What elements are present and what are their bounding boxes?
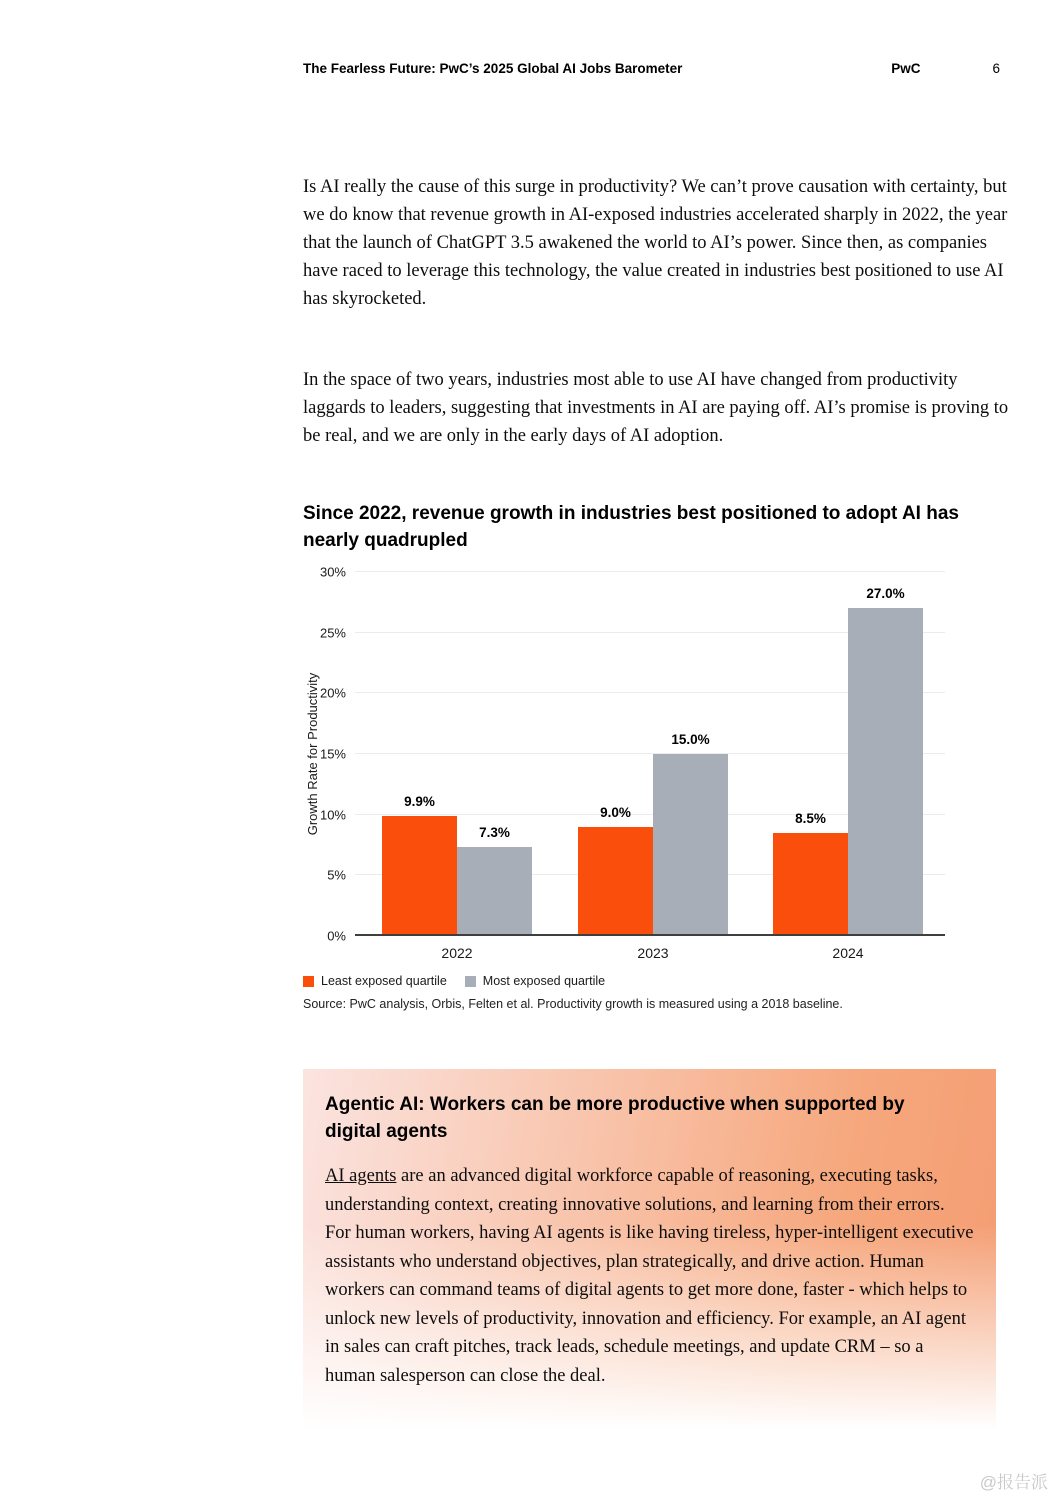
bar-column — [457, 572, 532, 936]
legend-label: Least exposed quartile — [321, 974, 447, 988]
agentic-ai-callout — [303, 1069, 996, 1437]
y-tick-label: 5% — [327, 867, 346, 883]
paragraph-two-years: In the space of two years, industries most able to use AI have changed from productivity laggards to leaders, suggesting that investments in AI are paying off. AI’s promise is proving to be real, and we are only in the early days of AI adoption. — [303, 370, 1009, 446]
chart-legend — [303, 974, 1003, 988]
legend-swatch — [465, 976, 476, 987]
bar — [773, 833, 848, 936]
bar-value-label: 9.0% — [600, 804, 631, 820]
callout-body-text: are an advanced digital workforce capable of reasoning, executing tasks, understanding context, creating innovative solutions, and learning from their errors. For human workers, having AI agents is like having tireless, hyper-intelligent executive assistants who understand objectives, plan strategically, and drive action. Human workers can command teams of digital agents to get more done, faster - which helps to unlock new levels of productivity, innovation and efficiency. For example, an AI agent in sales can craft pitches, track leads, schedule meetings, and update CRM – so a human salesperson can close the deal. — [325, 1166, 974, 1386]
bar-value-label: 15.0% — [671, 732, 710, 747]
ai-agents-link[interactable]: AI agents — [325, 1166, 397, 1186]
callout-body — [325, 1162, 974, 1390]
y-tick-label: 0% — [327, 928, 346, 944]
y-tick-label: 25% — [319, 625, 346, 641]
y-tick-label: 15% — [319, 746, 346, 762]
page-number: 6 — [992, 61, 1000, 76]
y-tick-label: 20% — [319, 685, 346, 701]
callout-heading: Agentic AI: Workers can be more productive when supported by digital agents — [325, 1094, 905, 1142]
watermark: @报告派 — [979, 1473, 1048, 1492]
pwc-logo: PwC — [891, 61, 921, 76]
bar-column — [578, 572, 653, 936]
legend-item — [303, 974, 447, 988]
bar-group-2022 — [382, 572, 532, 961]
report-title: The Fearless Future: PwC’s 2025 Global AI Jobs Barometer — [303, 61, 683, 76]
page-header — [303, 61, 1000, 76]
bar-chart — [305, 564, 945, 961]
bar-group-2024 — [773, 572, 923, 961]
bar — [578, 827, 653, 936]
bar-group-2023 — [578, 572, 728, 961]
legend-item — [465, 974, 605, 988]
paragraph-productivity-surge: Is AI really the cause of this surge in productivity? We can’t prove causation with certainty, but we do know that revenue growth in AI-exposed industries accelerated sharply in 2022, the year that the launch of ChatGPT 3.5 awakened the world to AI’s power. Since then, as companies have raced to leverage this technology, the value created in industries best positioned to use AI has skyrocketed. — [303, 177, 1008, 309]
x-axis-line — [355, 934, 945, 936]
y-axis-title: Growth Rate for Productivity — [305, 672, 320, 836]
chart-source: Source: PwC analysis, Orbis, Felten et al. Productivity growth is measured using a 2018 baseline. — [303, 997, 843, 1011]
bar — [848, 608, 923, 936]
x-tick-label: 2023 — [637, 945, 669, 961]
bar-value-label: 7.3% — [479, 825, 510, 841]
bar-column — [773, 572, 848, 936]
x-tick-label: 2022 — [441, 945, 473, 961]
chart-title: Since 2022, revenue growth in industries best positioned to adopt AI has nearly quadrupled — [303, 503, 959, 551]
chart-section — [303, 500, 1003, 1011]
y-tick-label: 10% — [319, 807, 346, 823]
legend-label: Most exposed quartile — [482, 974, 606, 988]
bar-value-label: 9.9% — [404, 793, 435, 809]
bar-column — [848, 572, 923, 936]
y-tick-label: 30% — [319, 564, 346, 580]
bar — [382, 816, 457, 936]
bar-column — [653, 572, 728, 936]
bar-value-label: 8.5% — [795, 810, 826, 826]
bar — [457, 847, 532, 936]
bar-value-label: 27.0% — [866, 586, 905, 602]
bar — [653, 754, 728, 936]
legend-swatch — [303, 976, 314, 987]
bar-column — [382, 572, 457, 936]
x-tick-label: 2024 — [832, 945, 864, 961]
